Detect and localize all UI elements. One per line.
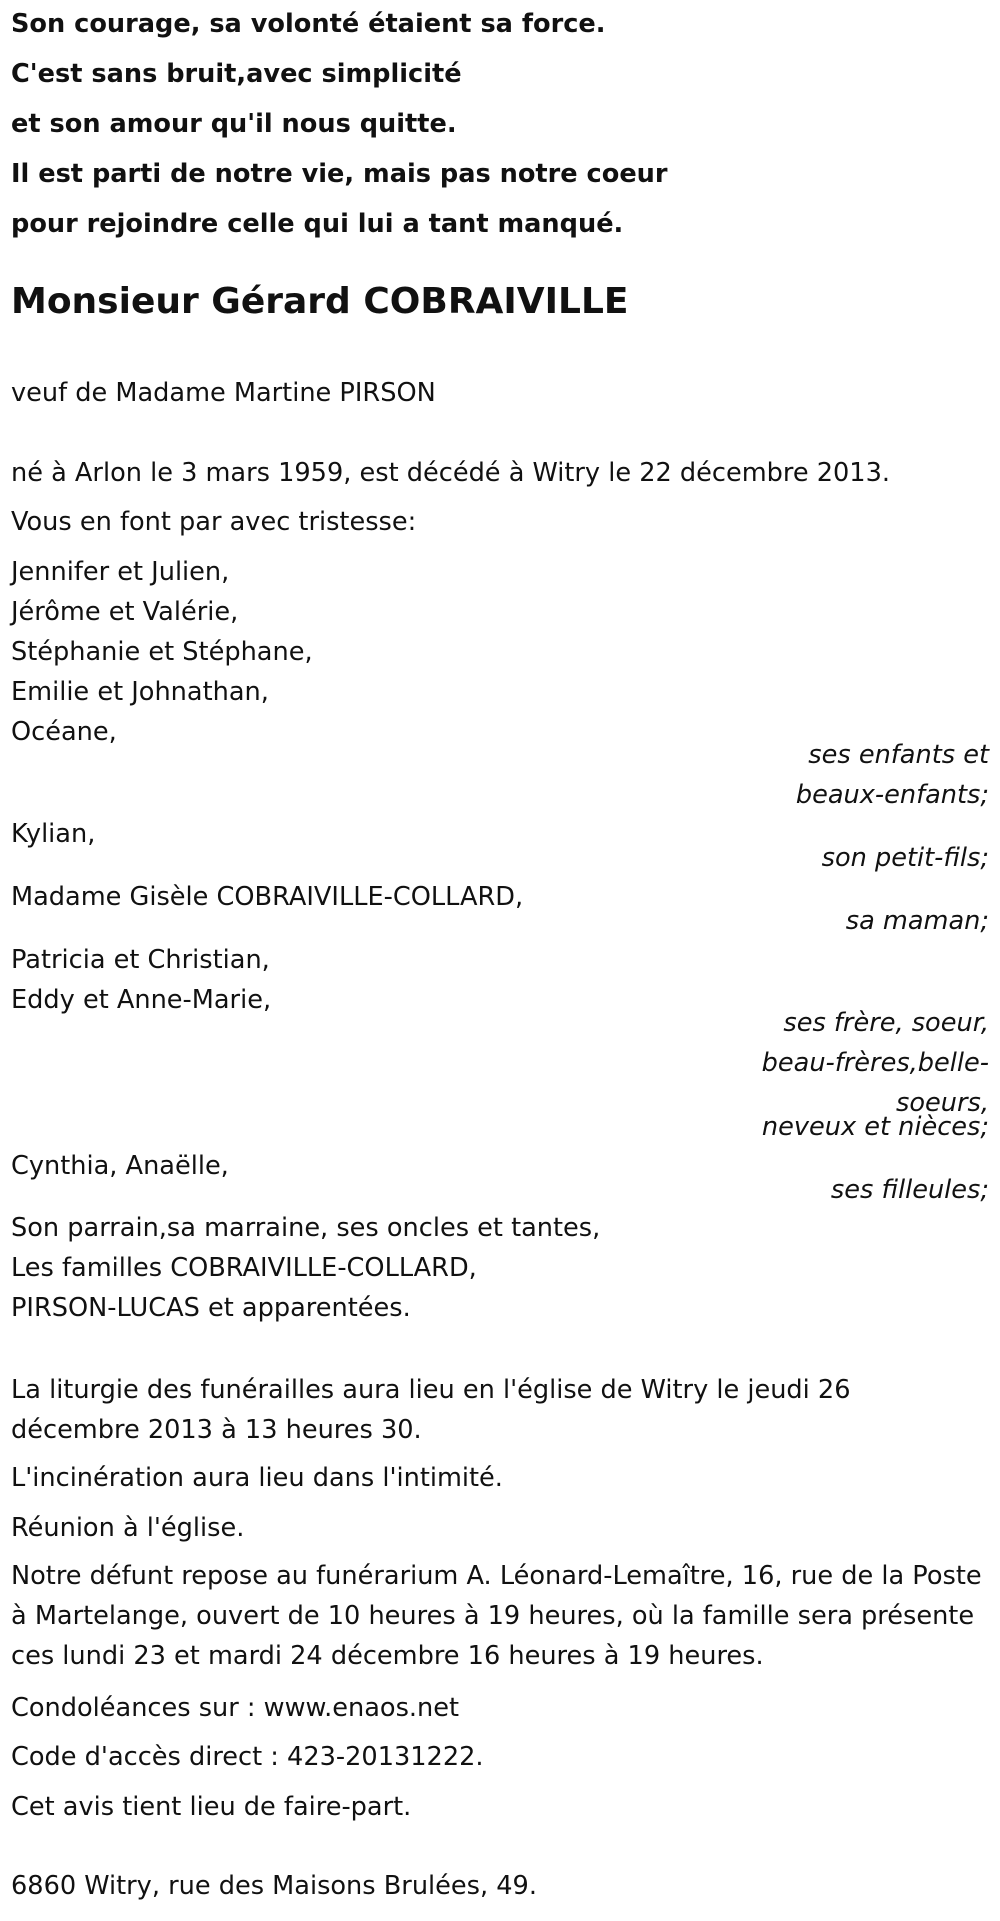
family-member: Patricia et Christian, bbox=[11, 945, 270, 975]
access-code-text: Code d'accès direct : 423-20131222. bbox=[11, 1742, 484, 1772]
condolences-text: Condoléances sur : www.enaos.net bbox=[11, 1693, 460, 1723]
family-member: Les familles COBRAIVILLE-COLLARD, bbox=[11, 1253, 477, 1283]
poem-line: Il est parti de notre vie, mais pas notre coeur bbox=[11, 159, 668, 189]
poem-line: pour rejoindre celle qui lui a tant manqué. bbox=[11, 209, 624, 239]
family-role: beau-frères,belle- bbox=[761, 1048, 989, 1078]
family-member: Jennifer et Julien, bbox=[11, 557, 230, 587]
announce-line: Vous en font par avec tristesse: bbox=[11, 507, 417, 537]
notice-text: Cet avis tient lieu de faire-part. bbox=[11, 1792, 412, 1822]
family-role: son petit-fils; bbox=[821, 843, 989, 873]
family-member: Madame Gisèle COBRAIVILLE-COLLARD, bbox=[11, 882, 524, 912]
family-role: ses filleules; bbox=[830, 1175, 989, 1205]
family-member: Stéphanie et Stéphane, bbox=[11, 637, 313, 667]
repose-text: Notre défunt repose au funérarium A. Léonard-Lemaître, 16, rue de la Poste à Martelange, ouvert de 10 heures à 19 heures, où la famille sera présente ces lundi 23 et mardi 24 décembre 16 heures à 19 heures. bbox=[11, 1561, 982, 1671]
family-role: neveux et nièces; bbox=[761, 1112, 989, 1142]
family-role: beaux-enfants; bbox=[795, 780, 989, 810]
birth-death: né à Arlon le 3 mars 1959, est décédé à Witry le 22 décembre 2013. bbox=[11, 458, 890, 488]
family-member: Cynthia, Anaëlle, bbox=[11, 1151, 229, 1181]
family-member: Eddy et Anne-Marie, bbox=[11, 985, 272, 1015]
liturgy-text: La liturgie des funérailles aura lieu en l'église de Witry le jeudi 26 décembre 2013 à 13 heures 30. bbox=[11, 1375, 851, 1445]
family-member: Kylian, bbox=[11, 819, 96, 849]
meeting-text: Réunion à l'église. bbox=[11, 1513, 245, 1543]
family-member: Son parrain,sa marraine, ses oncles et tantes, bbox=[11, 1213, 601, 1243]
address: 6860 Witry, rue des Maisons Brulées, 49. bbox=[11, 1871, 537, 1901]
family-member: Emilie et Johnathan, bbox=[11, 677, 269, 707]
family-member: Jérôme et Valérie, bbox=[11, 597, 239, 627]
family-role: ses frère, soeur, bbox=[783, 1008, 989, 1038]
family-role: ses enfants et bbox=[808, 740, 989, 770]
poem-line: Son courage, sa volonté étaient sa force. bbox=[11, 9, 606, 39]
poem-line: C'est sans bruit,avec simplicité bbox=[11, 59, 462, 89]
poem-line: et son amour qu'il nous quitte. bbox=[11, 109, 457, 139]
widower-of: veuf de Madame Martine PIRSON bbox=[11, 378, 436, 408]
family-member: Océane, bbox=[11, 717, 117, 747]
cremation-text: L'incinération aura lieu dans l'intimité. bbox=[11, 1463, 503, 1493]
family-role: soeurs, bbox=[896, 1088, 989, 1118]
deceased-name: Monsieur Gérard COBRAIVILLE bbox=[11, 281, 629, 322]
family-role: sa maman; bbox=[845, 906, 989, 936]
family-member: PIRSON-LUCAS et apparentées. bbox=[11, 1293, 411, 1323]
